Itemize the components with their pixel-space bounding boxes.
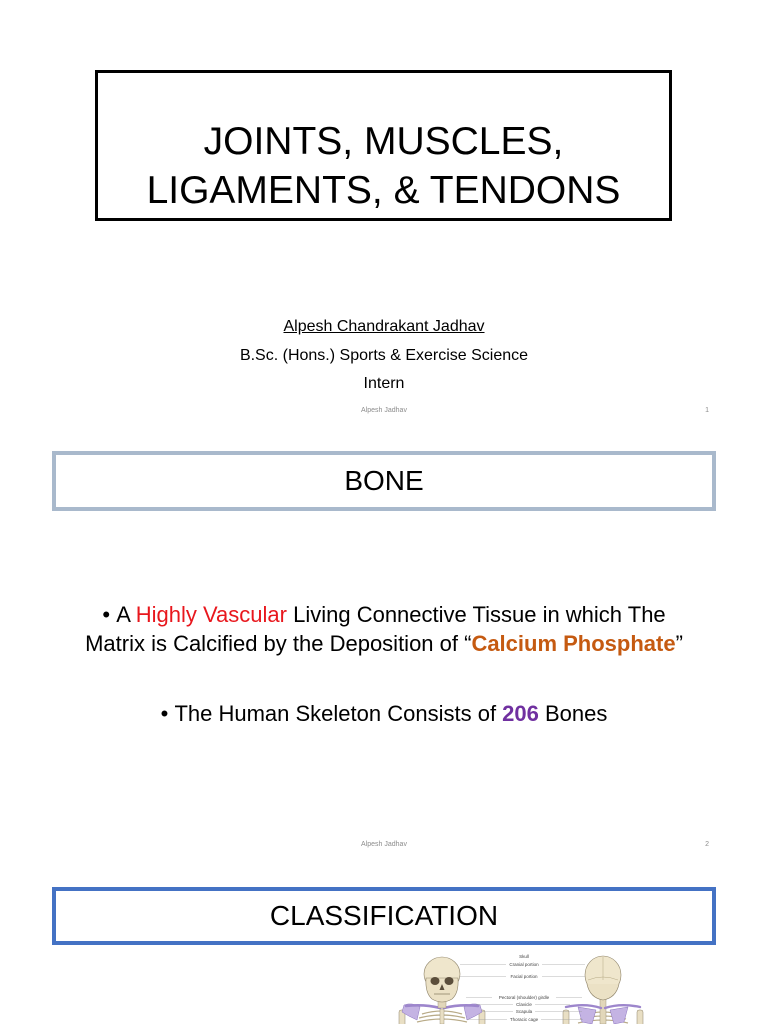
bullet-item-definition [0,600,768,658]
label-cranial-portion: Cranial portion [509,962,539,967]
right-shoulder-bar [605,1005,640,1008]
left-scapula [578,1007,596,1024]
right-orbit [445,977,454,985]
sternum [440,1009,444,1024]
slide-number: 1 [705,407,709,414]
presentation-title [98,117,669,215]
highlight-calcium-phosphate: Calcium Phosphate [471,631,676,656]
right-humerus [637,1010,643,1024]
slide-footer: Alpesh Jadhav [361,841,407,848]
bullet-item-bone-count [0,699,768,728]
text-run: A [116,602,136,627]
author-name: Alpesh Chandrakant Jadhav [283,318,485,335]
author-role: Intern [363,375,405,392]
label-thoracic-cage: Thoracic cage [509,1017,539,1022]
label-facial-portion: Facial portion [510,974,538,979]
label-scapula: Scapula [515,1009,533,1014]
occipital-region [587,984,619,1000]
highlight-bone-count: 206 [502,701,539,726]
text-run: Bones [538,701,608,726]
bullet-line [0,699,768,728]
bullet-list [0,600,768,728]
left-shoulder-bar [566,1005,601,1008]
section-title-bone: BONE [52,451,716,511]
posterior-skeleton [563,956,643,1024]
label-skull: Skull [519,954,529,959]
slide-number: 2 [705,841,709,848]
title-box [95,70,672,221]
label-pectoral-girdle: Pectoral (shoulder) girdle [498,995,550,1000]
left-humerus [563,1010,569,1024]
author-qualification: B.Sc. (Hons.) Sports & Exercise Science [239,346,529,364]
text-run: Living Connective Tissue in which The [286,602,666,627]
left-orbit [431,977,440,985]
anterior-skeleton [399,957,485,1024]
skeleton-figure [320,950,660,1024]
section-title-classification: CLASSIFICATION [52,887,716,945]
figure-labels [499,954,550,1022]
highlight-highly-vascular: Highly Vascular [135,602,287,627]
title-line-1: JOINTS, MUSCLES, [203,120,564,163]
label-clavicle: Clavicle [516,1002,532,1007]
slide-footer: Alpesh Jadhav [361,407,407,414]
text-run: Matrix is Calcified by the Deposition of “ [85,631,472,656]
slide-1 [0,0,768,432]
title-line-2: LIGAMENTS, & TENDONS [146,169,621,212]
text-run: ” [675,631,683,656]
slide-2 [0,434,768,866]
bullet-line [0,600,768,629]
slide-3 [0,868,768,1024]
bullet-line [0,629,768,658]
subtitle-block [0,313,768,399]
right-scapula [610,1007,628,1024]
text-run: The Human Skeleton Consists of [174,701,503,726]
